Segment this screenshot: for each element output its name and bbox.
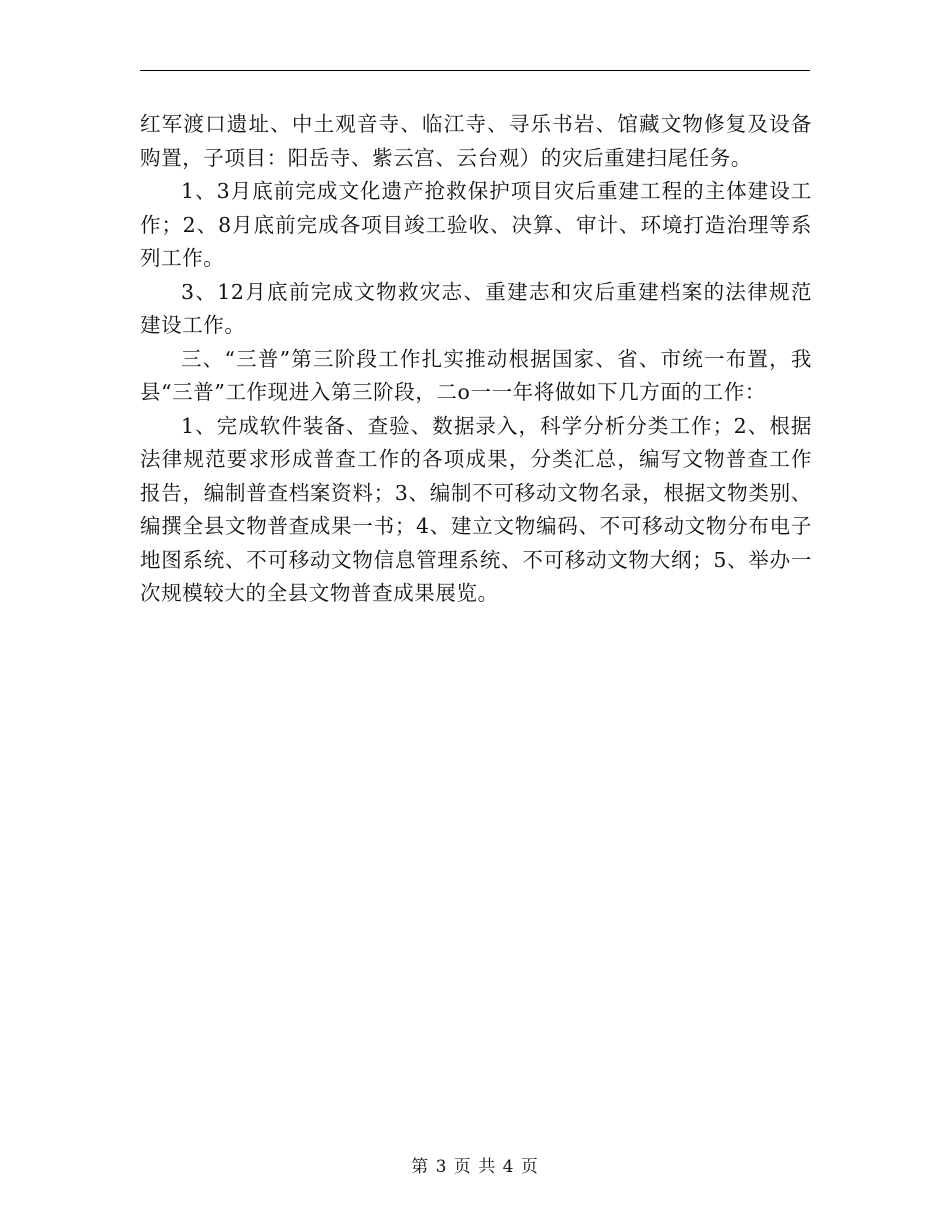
document-body	[140, 108, 812, 611]
paragraph-3: 3、12月底前完成文物救灾志、重建志和灾后重建档案的法律规范建设工作。	[140, 279, 812, 337]
page-number-footer: 第 3 页 共 4 页	[411, 1157, 539, 1177]
header-rule	[140, 70, 810, 71]
paragraph-4: 三、“三普”第三阶段工作扎实推动根据国家、省、市统一布置，我县“三普”工作现进入第三阶段，二o一一年将做如下几方面的工作：	[140, 346, 812, 404]
paragraph-5: 1、完成软件装备、查验、数据录入，科学分析分类工作；2、根据法律规范要求形成普查工作的各项成果，分类汇总，编写文物普查工作报告，编制普查档案资料；3、编制不可移动文物名录，根据文物类别、编撰全县文物普查成果一书；4、建立文物编码、不可移动文物分布电子地图系统、不可移动文物信息管理系统、不可移动文物大纲；5、举办一次规模较大的全县文物普查成果展览。	[140, 413, 812, 605]
paragraph-1: 红军渡口遗址、中土观音寺、临江寺、寻乐书岩、馆藏文物修复及设备购置，子项目：阳岳寺、紫云宫、云台观）的灾后重建扫尾任务。	[140, 112, 812, 170]
paragraph-2: 1、3月底前完成文化遗产抢救保护项目灾后重建工程的主体建设工作；2、8月底前完成各项目竣工验收、决算、审计、环境打造治理等系列工作。	[140, 179, 812, 270]
